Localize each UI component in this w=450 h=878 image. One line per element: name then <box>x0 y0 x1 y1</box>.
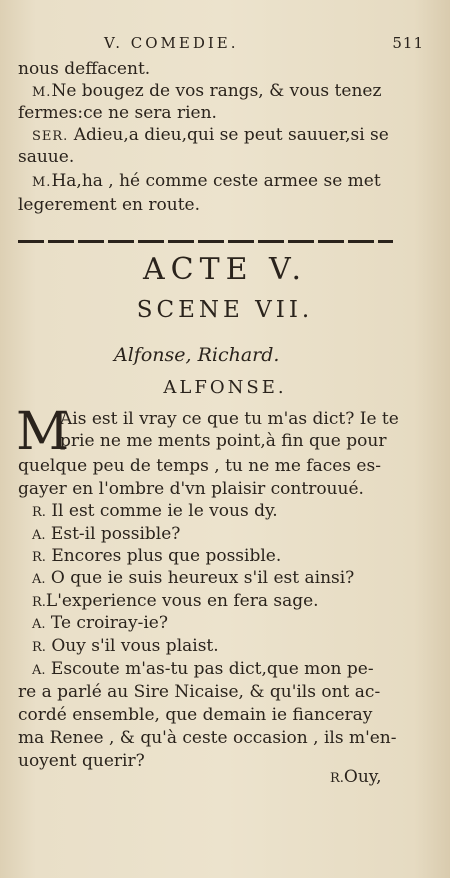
text-line: re a parlé au Sire Nicaise, & qu'ils ont ac- <box>18 682 381 702</box>
speech-text: Encores plus que possible. <box>45 546 282 566</box>
speaker-abbrev: A. <box>32 617 46 632</box>
speech-text: Il est comme ie le vous dy. <box>45 501 278 521</box>
speech-text: Ne bougez de vos rangs, & vous tenez <box>51 81 382 101</box>
speaker-abbrev: A. <box>32 663 46 678</box>
dialogue-line <box>32 590 418 614</box>
text-line <box>32 170 418 194</box>
speaker-heading: ALFONSE. <box>163 377 287 398</box>
speaker-abbrev: SER. <box>32 129 69 144</box>
text-line: Ais est il vray ce que tu m'as dict? Ie te <box>60 409 399 429</box>
act-title: ACTE V. <box>142 252 308 287</box>
dialogue-line <box>32 545 418 569</box>
dramatis-personae: Alfonse, Richard. <box>114 344 280 366</box>
text-line: sauue. <box>18 147 75 167</box>
text-line: prie ne me ments point,à fin que pour <box>60 431 387 451</box>
page-number: 511 <box>392 34 424 52</box>
speaker-abbrev: A. <box>32 528 46 543</box>
dialogue-line <box>32 567 418 591</box>
speaker-abbrev: R. <box>32 595 46 610</box>
speaker-abbrev: R. <box>330 771 344 786</box>
text-line: fermes:ce ne sera rien. <box>18 103 217 123</box>
text-line <box>32 80 418 104</box>
text-line: ma Renee , & qu'à ceste occasion , ils m'en- <box>18 728 397 748</box>
speech-text: Adieu,a dieu,qui se peut sauuer,si se <box>68 125 389 145</box>
dialogue-line <box>32 612 418 636</box>
text-line <box>32 124 418 148</box>
ornamental-rule <box>18 240 393 243</box>
dialogue-line <box>32 635 418 659</box>
speech-text: O que ie suis heureux s'il est ainsi? <box>45 568 355 588</box>
scene-title: SCENE VII. <box>136 297 314 323</box>
speech-text: L'experience vous en fera sage. <box>45 591 319 611</box>
running-title: V. COMEDIE. <box>104 34 239 52</box>
catchword <box>330 766 410 790</box>
speech-text: Est-il possible? <box>45 524 181 544</box>
drop-cap: M <box>16 402 70 462</box>
running-header <box>104 34 424 58</box>
text-line: gayer en l'ombre d'vn plaisir controuué. <box>18 479 364 499</box>
speaker-abbrev: M. <box>32 85 52 100</box>
text-line: cordé ensemble, que demain ie fianceray <box>18 705 373 725</box>
speech-text: Escoute m'as-tu pas dict,que mon pe- <box>45 659 374 679</box>
dialogue-line <box>32 500 418 524</box>
speech-text: Ha,ha , hé comme ceste armee se met <box>51 171 381 191</box>
speaker-abbrev: R. <box>32 640 46 655</box>
text-line: quelque peu de temps , tu ne me faces es- <box>18 456 381 476</box>
speaker-abbrev: A. <box>32 572 46 587</box>
dialogue-line <box>32 523 418 547</box>
speech-text: Te croiray-ie? <box>45 613 168 633</box>
speech-text: Ouy s'il vous plaist. <box>45 636 219 656</box>
speech-text: Ouy, <box>343 767 382 787</box>
speaker-abbrev: R. <box>32 505 46 520</box>
text-line: uoyent querir? <box>18 751 145 771</box>
speaker-abbrev: M. <box>32 175 52 190</box>
dialogue-line <box>32 658 418 682</box>
text-line: legerement en route. <box>18 195 201 215</box>
text-line: nous deffacent. <box>18 59 151 79</box>
speaker-abbrev: R. <box>32 550 46 565</box>
